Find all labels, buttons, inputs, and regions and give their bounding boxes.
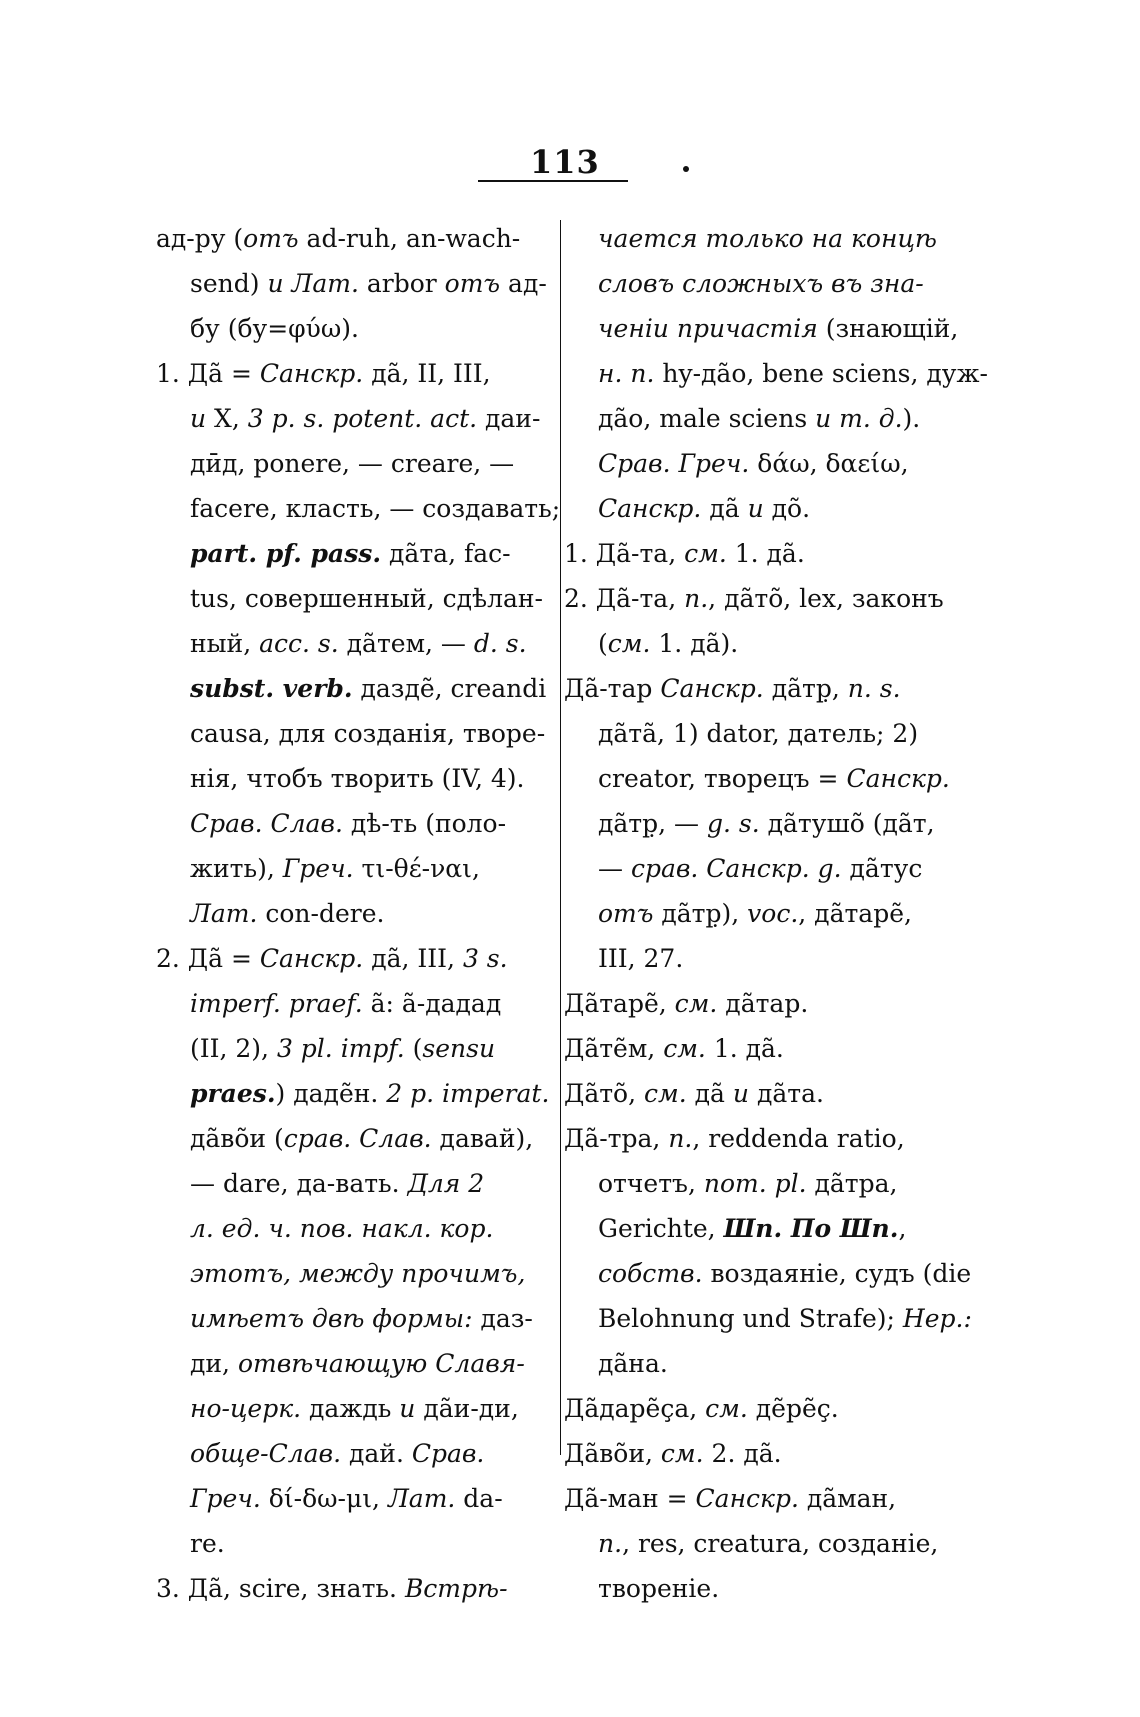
text-segment: causa, для созданія, творе- xyxy=(190,719,546,748)
text-segment: Срав. Слав. xyxy=(190,809,343,838)
text-segment: дай. xyxy=(341,1439,412,1468)
text-line xyxy=(156,846,546,891)
text-segment: да̃, III, xyxy=(363,944,463,973)
text-segment: X, xyxy=(206,404,248,433)
text-line xyxy=(156,1116,546,1161)
text-line xyxy=(156,1071,550,1116)
text-segment: 1. да̃). xyxy=(650,629,739,658)
text-segment: tus, совершенный, сдѣлан- xyxy=(190,584,543,613)
text-segment: отъ xyxy=(598,899,654,928)
text-segment: да̃та̃, 1) dator, датель; 2) xyxy=(598,719,919,748)
text-segment: nom. pl. xyxy=(703,1169,807,1198)
text-line xyxy=(564,801,936,846)
text-line xyxy=(564,621,936,666)
text-segment: чается только на концѣ xyxy=(598,224,937,253)
text-line xyxy=(156,1566,546,1611)
text-line xyxy=(564,1251,972,1296)
text-segment: da- xyxy=(455,1484,503,1513)
text-line xyxy=(564,486,936,531)
text-line xyxy=(156,306,546,351)
text-segment: см. xyxy=(660,1439,704,1468)
text-segment: да̃и-ди, xyxy=(415,1394,519,1423)
text-segment: де̃ре̃ҫ. xyxy=(747,1394,839,1423)
text-segment: да̃тар. xyxy=(717,989,809,1018)
text-segment: , res, creatura, созданіе, xyxy=(622,1529,939,1558)
text-segment: этотъ, между прочимъ, xyxy=(190,1259,526,1288)
text-segment: отчетъ, xyxy=(598,1169,704,1198)
text-segment: даждь xyxy=(301,1394,400,1423)
text-line xyxy=(156,1026,546,1071)
text-line xyxy=(564,531,936,576)
text-segment: creator, творецъ = xyxy=(598,764,847,793)
text-segment: Да̃таре̃, xyxy=(564,989,675,1018)
text-segment: да̃на. xyxy=(598,1349,668,1378)
text-line xyxy=(156,396,546,441)
text-segment: arbor xyxy=(358,269,445,298)
text-line xyxy=(156,666,546,711)
text-segment: да̃тус xyxy=(841,854,923,883)
text-segment: subst. verb. xyxy=(190,674,353,703)
text-segment: см. xyxy=(663,1034,706,1063)
text-line xyxy=(156,1206,546,1251)
text-line xyxy=(156,216,546,261)
text-segment: δί-δω-μι, xyxy=(260,1484,388,1513)
text-segment: твореніе. xyxy=(598,1574,720,1603)
text-segment: III, 27. xyxy=(598,944,684,973)
text-segment: Gerichte, xyxy=(598,1214,724,1243)
text-segment: ченіи причастія xyxy=(598,314,818,343)
text-segment: voc. xyxy=(747,899,799,928)
text-line xyxy=(564,891,936,936)
text-segment: Belohnung und Strafe); xyxy=(598,1304,903,1333)
text-segment: Да̃даре̃ҫа, xyxy=(564,1394,706,1423)
text-segment: Санскр. xyxy=(598,494,702,523)
text-line xyxy=(564,306,959,351)
text-segment: ). xyxy=(902,404,921,433)
text-segment: 1. да̃. xyxy=(726,539,805,568)
text-segment: re. xyxy=(190,1529,225,1558)
text-segment: Для 2 xyxy=(407,1169,485,1198)
text-line xyxy=(156,756,546,801)
text-segment: см. xyxy=(674,989,718,1018)
text-line xyxy=(564,1341,936,1386)
text-line xyxy=(156,1431,546,1476)
column-divider xyxy=(560,220,561,1455)
text-segment: Санскр. xyxy=(259,359,364,388)
text-segment: Нер.: xyxy=(902,1304,972,1333)
text-segment: отъ xyxy=(243,224,299,253)
text-segment: Лат. xyxy=(190,899,258,928)
text-segment: n. s. xyxy=(847,674,901,703)
text-segment: н. п. xyxy=(598,359,655,388)
text-segment: дазде̃, creandi xyxy=(352,674,547,703)
text-line xyxy=(156,981,546,1026)
text-segment: и т. д. xyxy=(815,404,903,433)
text-segment: см. xyxy=(607,629,651,658)
text-segment: да̃во̃и ( xyxy=(190,1124,284,1153)
text-segment: n. xyxy=(668,1124,693,1153)
text-segment: бу (бу=φύω). xyxy=(190,314,359,343)
text-segment: до̃. xyxy=(763,494,811,523)
text-line xyxy=(564,1476,936,1521)
text-segment: 1. да̃. xyxy=(705,1034,784,1063)
text-segment: send) xyxy=(190,269,268,298)
text-segment: да̃тушо̃ (да̃т, xyxy=(759,809,935,838)
text-segment: praes. xyxy=(190,1079,276,1108)
text-segment: даи- xyxy=(477,404,541,433)
text-line xyxy=(156,351,546,396)
text-segment: Да̃те̃м, xyxy=(564,1034,664,1063)
text-segment: 2. Да̃ = xyxy=(156,944,260,973)
text-segment: (знающій, xyxy=(817,314,959,343)
text-segment: ) даде̃н. xyxy=(275,1079,387,1108)
text-line xyxy=(156,1386,546,1431)
text-segment: и Лат. xyxy=(267,269,359,298)
text-line xyxy=(564,936,936,981)
text-segment: Да̃во̃и, xyxy=(564,1439,661,1468)
text-line xyxy=(156,1476,546,1521)
text-line xyxy=(156,1296,546,1341)
text-segment: Санскр. xyxy=(695,1484,799,1513)
text-segment: Лат. xyxy=(387,1484,456,1513)
text-segment: — dare, да-вать. xyxy=(190,1169,408,1198)
text-line xyxy=(564,666,936,711)
text-line xyxy=(564,981,936,1026)
text-line xyxy=(564,1026,936,1071)
text-segment: n. xyxy=(598,1529,623,1558)
text-line xyxy=(564,711,936,756)
text-segment: словъ сложныхъ въ зна- xyxy=(598,269,924,298)
text-segment: да̃, II, III, xyxy=(363,359,491,388)
text-segment: , да̃таре̃, xyxy=(798,899,912,928)
text-segment: facere, класть, — создавать; xyxy=(190,494,561,523)
text-line xyxy=(156,261,546,306)
text-segment: см. xyxy=(684,539,727,568)
text-line xyxy=(564,1071,936,1116)
text-segment: и xyxy=(190,404,207,433)
text-segment: да̃та, fac- xyxy=(381,539,511,568)
text-segment: срав. Слав. xyxy=(283,1124,432,1153)
text-line xyxy=(564,396,936,441)
text-segment: Срав. Греч. xyxy=(598,449,750,478)
text-segment: да̃тра, xyxy=(806,1169,898,1198)
text-segment: Да̃-тар xyxy=(564,674,661,703)
text-segment: 2. да̃. xyxy=(703,1439,782,1468)
text-line xyxy=(564,441,936,486)
text-segment: л. ед. ч. пов. накл. кор. xyxy=(190,1214,494,1243)
text-segment: Срав. xyxy=(411,1439,485,1468)
text-segment: да̃ xyxy=(686,1079,733,1108)
text-segment: отъ xyxy=(444,269,501,298)
text-segment: n. xyxy=(684,584,709,613)
text-line xyxy=(564,1386,936,1431)
text-segment: Да̃то̃, xyxy=(564,1079,645,1108)
text-line xyxy=(156,1251,546,1296)
text-segment: acc. s. xyxy=(259,629,339,658)
text-line xyxy=(564,1161,936,1206)
text-segment: да̃ман, xyxy=(798,1484,897,1513)
text-segment: ный, xyxy=(190,629,260,658)
text-line xyxy=(156,531,546,576)
text-segment: Санскр. xyxy=(660,674,764,703)
text-segment: ( xyxy=(598,629,608,658)
text-segment: Да̃-ман = xyxy=(564,1484,696,1513)
text-segment: см. xyxy=(644,1079,687,1108)
text-segment: Греч. xyxy=(190,1484,261,1513)
text-segment: даз- xyxy=(472,1304,533,1333)
text-segment: собств. xyxy=(598,1259,703,1288)
text-segment: 1. Да̃ = xyxy=(156,359,260,388)
text-segment: 3 pl. impf. xyxy=(276,1034,405,1063)
right-column xyxy=(564,216,988,1611)
text-line xyxy=(156,711,546,756)
text-segment: Санскр. xyxy=(846,764,950,793)
text-segment: Шп. По Шп. xyxy=(723,1214,899,1243)
text-segment: Греч. xyxy=(282,854,354,883)
text-segment: part. pf. pass. xyxy=(190,539,382,568)
text-line xyxy=(156,621,546,666)
text-line xyxy=(564,846,936,891)
text-segment: воздаяніе, судъ (die xyxy=(702,1259,972,1288)
text-segment: давай), xyxy=(431,1124,534,1153)
text-segment: sensu xyxy=(422,1034,496,1063)
left-column xyxy=(156,216,561,1611)
header-rule xyxy=(478,180,628,182)
text-segment: имѣетъ двѣ формы: xyxy=(190,1304,473,1333)
text-segment: срав. Санскр. g. xyxy=(630,854,842,883)
text-segment: и xyxy=(399,1394,416,1423)
text-line xyxy=(564,1566,936,1611)
text-segment: — xyxy=(598,854,631,883)
text-segment: см. xyxy=(705,1394,748,1423)
text-line xyxy=(156,486,561,531)
text-segment: ад- xyxy=(500,269,547,298)
page-mark-dot xyxy=(683,166,689,172)
text-line xyxy=(156,576,546,621)
text-line xyxy=(156,936,546,981)
text-segment: Да̃-тра, xyxy=(564,1124,669,1153)
text-segment: Встрѣ- xyxy=(404,1574,508,1603)
text-segment: да̃ xyxy=(701,494,748,523)
text-line xyxy=(564,1521,939,1566)
text-line xyxy=(564,576,944,621)
text-segment: con-dere. xyxy=(257,899,385,928)
text-line xyxy=(156,1521,546,1566)
text-segment: да̃та. xyxy=(749,1079,824,1108)
text-line xyxy=(564,1431,936,1476)
text-segment: а̃: а̃-дадад xyxy=(362,989,502,1018)
text-line xyxy=(156,891,546,936)
text-segment: δάω, δαείω, xyxy=(749,449,909,478)
page-number: 113 xyxy=(530,143,600,181)
text-segment: и xyxy=(732,1079,750,1108)
text-segment: 3 s. xyxy=(462,944,508,973)
text-segment: 2. Да̃-та, xyxy=(564,584,685,613)
text-segment: нія, чтобъ творить (IV, 4). xyxy=(190,764,525,793)
text-segment: дӣд, ponere, — creare, — xyxy=(190,449,515,478)
text-line xyxy=(564,351,988,396)
text-line xyxy=(564,216,936,261)
text-line xyxy=(564,261,936,306)
text-segment: ди, xyxy=(190,1349,238,1378)
text-segment: , да̃то̃, lex, законъ xyxy=(708,584,944,613)
text-segment: ( xyxy=(404,1034,423,1063)
text-segment: 3 p. s. potent. act. xyxy=(247,404,478,433)
text-segment: (II, 2), xyxy=(190,1034,277,1063)
text-segment: 2 p. imperat. xyxy=(386,1079,550,1108)
text-segment: , reddenda ratio, xyxy=(692,1124,905,1153)
text-segment: дѣ-ть (поло- xyxy=(342,809,507,838)
text-segment: да̃тр̣), xyxy=(653,899,748,928)
text-segment: d. s. xyxy=(473,629,527,658)
text-segment: да̃тем, — xyxy=(338,629,474,658)
text-segment: imperf. praef. xyxy=(190,989,363,1018)
text-segment: обще-Слав. xyxy=(190,1439,342,1468)
text-segment: отвѣчающую Славя- xyxy=(237,1349,525,1378)
text-segment: ад-ру ( xyxy=(156,224,244,253)
text-line xyxy=(564,1296,972,1341)
text-segment: hy-да̃о, bene sciens, дуж- xyxy=(654,359,988,388)
text-line xyxy=(564,1116,936,1161)
text-segment: Санскр. xyxy=(259,944,364,973)
text-line xyxy=(156,801,546,846)
text-segment: да̃тр̣, xyxy=(763,674,848,703)
text-segment: 3. Да̃, scire, знать. xyxy=(156,1574,405,1603)
text-segment: g. s. xyxy=(706,809,760,838)
text-line xyxy=(156,441,546,486)
text-segment: 1. Да̃-та, xyxy=(564,539,685,568)
text-segment: , xyxy=(898,1214,907,1243)
text-line xyxy=(564,756,950,801)
text-segment: но-церк. xyxy=(190,1394,302,1423)
text-line xyxy=(156,1341,546,1386)
text-segment: жить), xyxy=(190,854,283,883)
text-segment: ad-ruh, an-wach- xyxy=(298,224,521,253)
text-line xyxy=(156,1161,546,1206)
text-segment: τι-θέ-ναι, xyxy=(353,854,480,883)
text-line xyxy=(564,1206,936,1251)
text-segment: и xyxy=(747,494,764,523)
text-segment: да̃о, male sciens xyxy=(598,404,816,433)
text-segment: да̃тр̣, — xyxy=(598,809,707,838)
